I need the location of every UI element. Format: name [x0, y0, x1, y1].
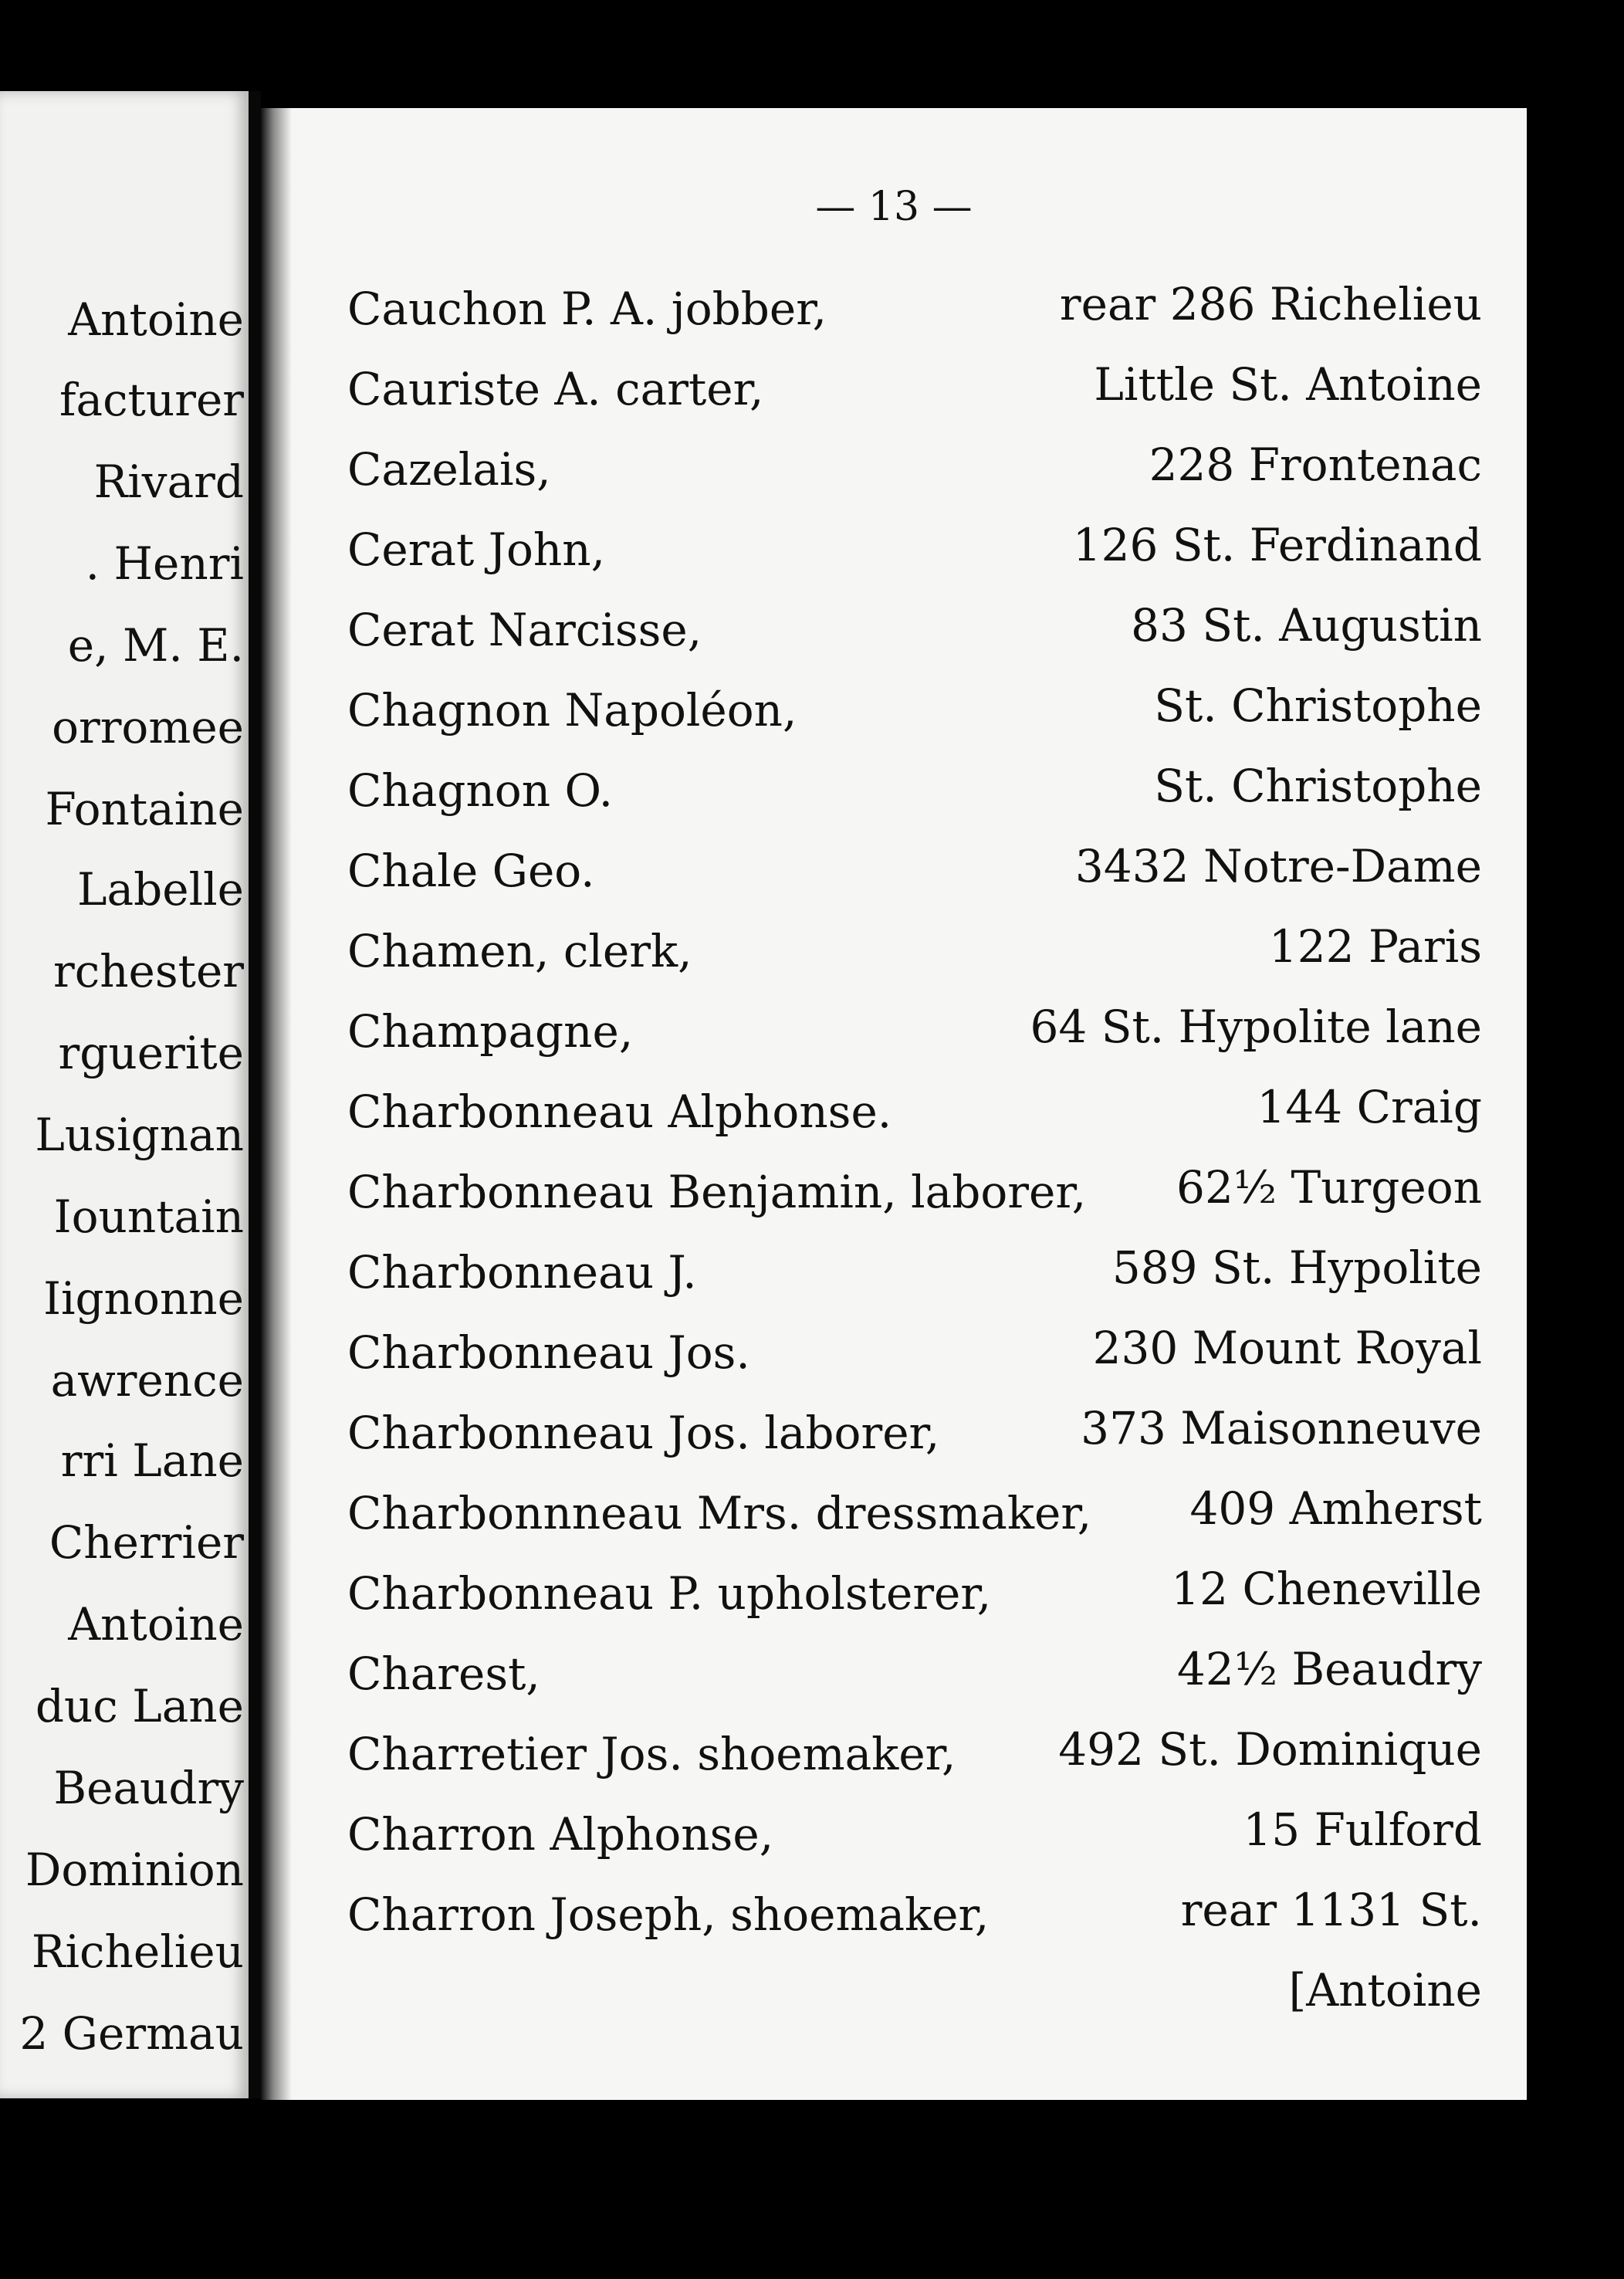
entry-name: Charron Alphonse, [347, 1808, 774, 1861]
page-number: — 13 — [815, 184, 973, 230]
entry-address: 126 St. Ferdinand [1072, 519, 1482, 571]
entry-address: 409 Amherst [1189, 1482, 1482, 1535]
directory-entry [347, 760, 1482, 826]
entry-address: 64 St. Hypolite lane [1030, 1001, 1482, 1053]
entry-name: Cazelais, [347, 443, 551, 496]
entry-name: Chagnon Napoléon, [347, 684, 797, 737]
entry-name: Chagnon O. [347, 764, 614, 817]
left-page-line: Beaudry [53, 1762, 244, 1814]
entry-address: rear 286 Richelieu [1059, 278, 1482, 330]
entry-address: 589 St. Hypolite [1111, 1241, 1482, 1294]
entry-address: [Antoine [1288, 1964, 1482, 2017]
entry-address: 492 St. Dominique [1058, 1723, 1482, 1776]
entry-address: rear 1131 St. [1180, 1884, 1482, 1936]
gutter-shadow [261, 108, 292, 2100]
left-page-line: awrence [50, 1354, 244, 1407]
directory-entry [347, 599, 1482, 665]
entry-name: Charretier Jos. shoemaker, [347, 1728, 956, 1780]
directory-entry [347, 1964, 1482, 2030]
directory-entry [347, 1081, 1482, 1147]
directory-entry [347, 1803, 1482, 1870]
left-page-line: rri Lane [60, 1434, 244, 1487]
entry-address: 15 Fulford [1243, 1803, 1482, 1856]
left-page-line: Richelieu [31, 1925, 244, 1978]
left-page-line: rguerite [58, 1027, 244, 1079]
entry-name: Charest, [347, 1647, 540, 1700]
left-page-line: rchester [52, 945, 244, 997]
left-page-line: Dominion [25, 1844, 244, 1896]
entry-address: 12 Cheneville [1171, 1563, 1482, 1615]
entry-name: Cauchon P. A. jobber, [347, 283, 827, 335]
entry-name: Charbonneau J. [347, 1246, 697, 1299]
entry-name: Cerat John, [347, 523, 606, 576]
left-page-line: duc Lane [35, 1680, 244, 1732]
left-page-line: Iignonne [43, 1272, 244, 1325]
directory-entry [347, 278, 1482, 344]
entry-name: Charbonnneau Mrs. dressmaker, [347, 1487, 1092, 1539]
entry-address: 373 Maisonneuve [1081, 1402, 1482, 1454]
directory-entry [347, 1884, 1482, 1950]
left-page-line: 2 Germau [19, 2007, 244, 2060]
directory-entry [347, 840, 1482, 906]
entry-address: 230 Mount Royal [1092, 1322, 1482, 1374]
entry-address: 122 Paris [1268, 920, 1482, 973]
entry-name: Champagne, [347, 1005, 634, 1058]
entry-name: Charbonneau Alphonse. [347, 1085, 892, 1138]
entry-address: 3432 Notre-Dame [1074, 840, 1482, 892]
entry-name: Charbonneau P. upholsterer, [347, 1567, 992, 1620]
left-page-line: Lusignan [35, 1109, 244, 1161]
directory-entry [347, 1563, 1482, 1629]
entry-name: Cerat Narcisse, [347, 604, 702, 656]
entry-address: 62½ Turgeon [1176, 1161, 1482, 1214]
directory-entry [347, 1001, 1482, 1067]
entry-name: Chamen, clerk, [347, 925, 692, 977]
left-page-line: Rivard [93, 455, 244, 508]
entry-address: St. Christophe [1154, 679, 1482, 732]
right-page [261, 108, 1527, 2100]
entry-address: St. Christophe [1154, 760, 1482, 812]
left-page-line: Antoine [68, 293, 244, 346]
entry-address: Little St. Antoine [1094, 358, 1482, 411]
directory-entry [347, 1643, 1482, 1709]
left-page-line: orromee [52, 701, 244, 753]
left-page-line: Iountain [53, 1190, 244, 1243]
directory-entry [347, 1723, 1482, 1790]
left-page-line: Labelle [77, 863, 244, 916]
entry-name: Charbonneau Jos. laborer, [347, 1407, 940, 1459]
entry-name: Charron Joseph, shoemaker, [347, 1888, 990, 1941]
directory-entry [347, 1241, 1482, 1308]
left-page [0, 91, 249, 2098]
left-page-line: Antoine [68, 1598, 244, 1651]
entry-name: Chale Geo. [347, 845, 595, 897]
left-page-line: . Henri [85, 537, 244, 590]
entry-address: 42½ Beaudry [1177, 1643, 1482, 1695]
left-page-line: Fontaine [45, 783, 244, 835]
book-gutter [249, 91, 261, 2098]
directory-entry [347, 1482, 1482, 1549]
entry-address: 228 Frontenac [1149, 439, 1482, 491]
entry-name: Charbonneau Benjamin, laborer, [347, 1166, 1087, 1218]
entry-name: Charbonneau Jos. [347, 1326, 750, 1379]
entry-address: 83 St. Augustin [1131, 599, 1482, 652]
directory-entry [347, 1322, 1482, 1388]
left-page-line: facturer [59, 374, 244, 426]
entry-name: Cauriste A. carter, [347, 363, 764, 415]
directory-entry [347, 358, 1482, 425]
entry-address: 144 Craig [1257, 1081, 1482, 1133]
directory-entry [347, 519, 1482, 585]
directory-entry [347, 679, 1482, 746]
left-page-line: e, M. E. [67, 619, 244, 672]
directory-entry [347, 1161, 1482, 1228]
directory-entry [347, 920, 1482, 987]
directory-entry [347, 1402, 1482, 1468]
left-page-line: Cherrier [49, 1516, 244, 1569]
directory-entry [347, 439, 1482, 505]
